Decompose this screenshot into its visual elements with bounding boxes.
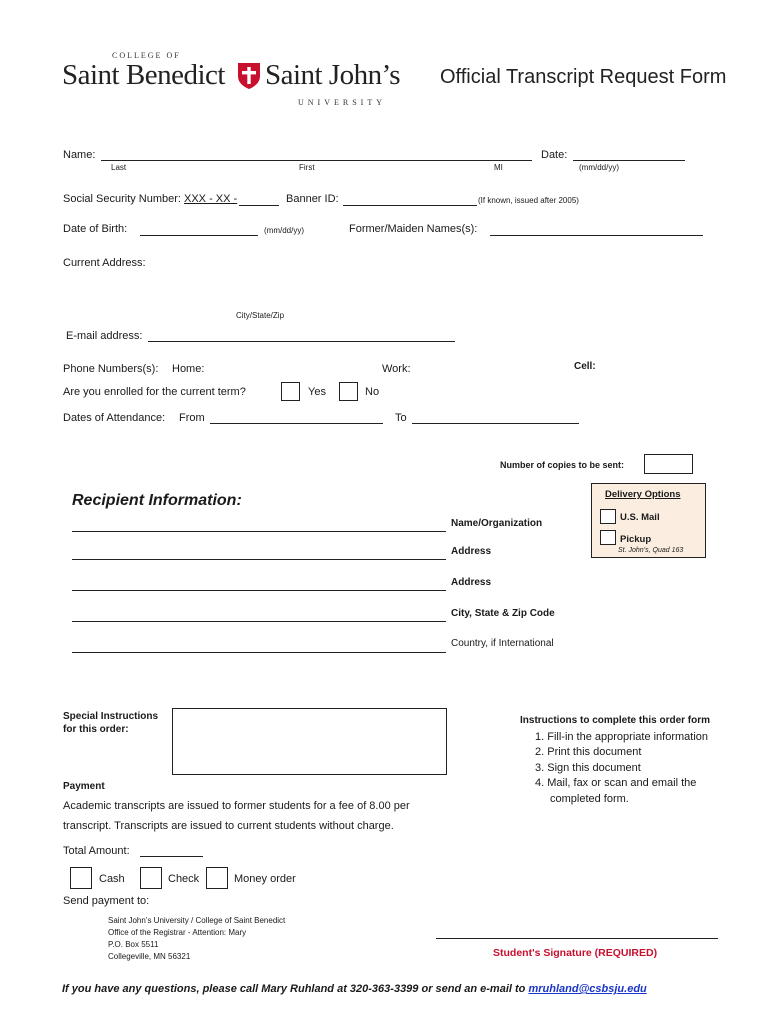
copies-input[interactable] — [644, 454, 693, 474]
recipient-address2-field[interactable] — [72, 590, 446, 591]
delivery-title: Delivery Options — [605, 489, 681, 500]
date-sub: (mm/dd/yy) — [579, 163, 619, 172]
footer-contact — [62, 983, 647, 995]
phone-work-label: Work: — [382, 363, 411, 375]
phone-cell-label: Cell: — [574, 361, 596, 372]
attendance-from-label: From — [179, 412, 205, 424]
cash-checkbox[interactable] — [70, 867, 92, 889]
special-label-2: for this order: — [63, 724, 129, 735]
mailing-address-line: Saint John’s University / College of Saint Benedict — [108, 916, 286, 925]
phone-home-label: Home: — [172, 363, 205, 375]
name-sub-first: First — [299, 163, 315, 172]
recipient-city-label: City, State & Zip Code — [451, 608, 555, 619]
instruction-item: 4. Mail, fax or scan and email the — [535, 777, 697, 789]
recipient-city-field[interactable] — [72, 621, 446, 622]
enrolled-yes-label: Yes — [308, 386, 326, 398]
payment-text-2: transcript. Transcripts are issued to current students without charge. — [63, 820, 394, 832]
banner-note: (If known, issued after 2005) — [478, 196, 579, 205]
shield-icon — [237, 62, 261, 90]
address-label: Current Address: — [63, 257, 146, 269]
enrolled-yes-checkbox[interactable] — [281, 382, 300, 401]
signature-field[interactable] — [436, 938, 718, 939]
delivery-mail-checkbox[interactable] — [600, 509, 616, 524]
enrolled-no-label: No — [365, 386, 380, 398]
payment-text-1: Academic transcripts are issued to former students for a fee of 8.00 per — [63, 800, 410, 812]
recipient-name-label: Name/Organization — [451, 518, 543, 529]
enrolled-no-checkbox[interactable] — [339, 382, 358, 401]
recipient-address1-label: Address — [451, 546, 492, 557]
ssn-value: XXX - XX - — [184, 193, 238, 205]
money-order-checkbox[interactable] — [206, 867, 228, 889]
delivery-mail-label: U.S. Mail — [620, 512, 660, 523]
signature-label: Student's Signature (REQUIRED) — [493, 947, 658, 959]
logo-bottom-text: UNIVERSITY — [298, 98, 386, 107]
check-checkbox[interactable] — [140, 867, 162, 889]
recipient-country-field[interactable] — [72, 652, 446, 653]
total-amount-label: Total Amount: — [63, 845, 130, 857]
delivery-pickup-note: St. John’s, Quad 163 — [618, 547, 684, 554]
phone-label: Phone Numbers(s): — [63, 363, 159, 375]
attendance-from-field[interactable] — [210, 423, 383, 424]
dob-sub: (mm/dd/yy) — [264, 226, 304, 235]
instruction-item-continued: completed form. — [550, 793, 629, 805]
instruction-item: 1. Fill-in the appropriate information — [535, 731, 709, 743]
total-amount-field[interactable] — [140, 856, 203, 857]
delivery-pickup-label: Pickup — [620, 534, 652, 545]
delivery-options-panel — [591, 483, 706, 558]
former-names-label: Former/Maiden Names(s): — [349, 223, 478, 235]
check-label: Check — [168, 873, 200, 885]
logo-top-text: COLLEGE OF — [112, 51, 181, 60]
copies-label: Number of copies to be sent: — [500, 460, 625, 470]
banner-label: Banner ID: — [286, 193, 339, 205]
recipient-address1-field[interactable] — [72, 559, 446, 560]
ssn-label: Social Security Number: — [63, 193, 181, 205]
instruction-item: 2. Print this document — [535, 746, 642, 758]
name-label: Name: — [63, 149, 96, 161]
banner-field[interactable] — [343, 205, 477, 206]
attendance-label: Dates of Attendance: — [63, 412, 166, 424]
dob-field[interactable] — [140, 235, 258, 236]
date-field[interactable] — [573, 160, 685, 161]
recipient-country-label: Country, if International — [451, 638, 554, 649]
enrolled-question: Are you enrolled for the current term? — [63, 386, 246, 398]
mailing-address-line: P.O. Box 5511 — [108, 940, 159, 949]
email-label: E-mail address: — [66, 330, 143, 342]
recipient-name-field[interactable] — [72, 531, 446, 532]
money-order-label: Money order — [234, 873, 296, 885]
special-instructions-textarea[interactable] — [172, 708, 447, 775]
city-state-zip-label: City/State/Zip — [236, 311, 285, 320]
recipient-address2-label: Address — [451, 577, 492, 588]
former-names-field[interactable] — [490, 235, 703, 236]
name-sub-last: Last — [111, 163, 127, 172]
mailing-address-line: Collegeville, MN 56321 — [108, 952, 191, 961]
mailing-address-line: Office of the Registrar - Attention: Mary — [108, 928, 247, 937]
delivery-pickup-checkbox[interactable] — [600, 530, 616, 545]
logo-left-text: Saint Benedict — [62, 59, 225, 91]
dob-label: Date of Birth: — [63, 223, 128, 235]
attendance-to-field[interactable] — [412, 423, 579, 424]
email-field[interactable] — [148, 341, 455, 342]
attendance-to-label: To — [395, 412, 407, 424]
logo-right-text: Saint John’s — [265, 59, 400, 91]
name-sub-mi: MI — [494, 163, 503, 172]
recipient-title: Recipient Information: — [72, 492, 242, 509]
name-field[interactable] — [101, 160, 532, 161]
footer-email-link[interactable]: mruhland@csbsju.edu — [528, 983, 647, 995]
payment-title: Payment — [63, 781, 105, 792]
footer-text: If you have any questions, please call Mary Ruhland at 320-363-3399 or send an e-mail to — [62, 983, 529, 995]
instructions-title: Instructions to complete this order form — [520, 715, 711, 726]
date-label: Date: — [541, 149, 568, 161]
ssn-field[interactable] — [239, 205, 279, 206]
special-label-1: Special Instructions — [63, 711, 159, 722]
instruction-item: 3. Sign this document — [535, 762, 641, 774]
cash-label: Cash — [99, 873, 125, 885]
page-title: Official Transcript Request Form — [440, 66, 727, 88]
send-payment-label: Send payment to: — [63, 895, 150, 907]
